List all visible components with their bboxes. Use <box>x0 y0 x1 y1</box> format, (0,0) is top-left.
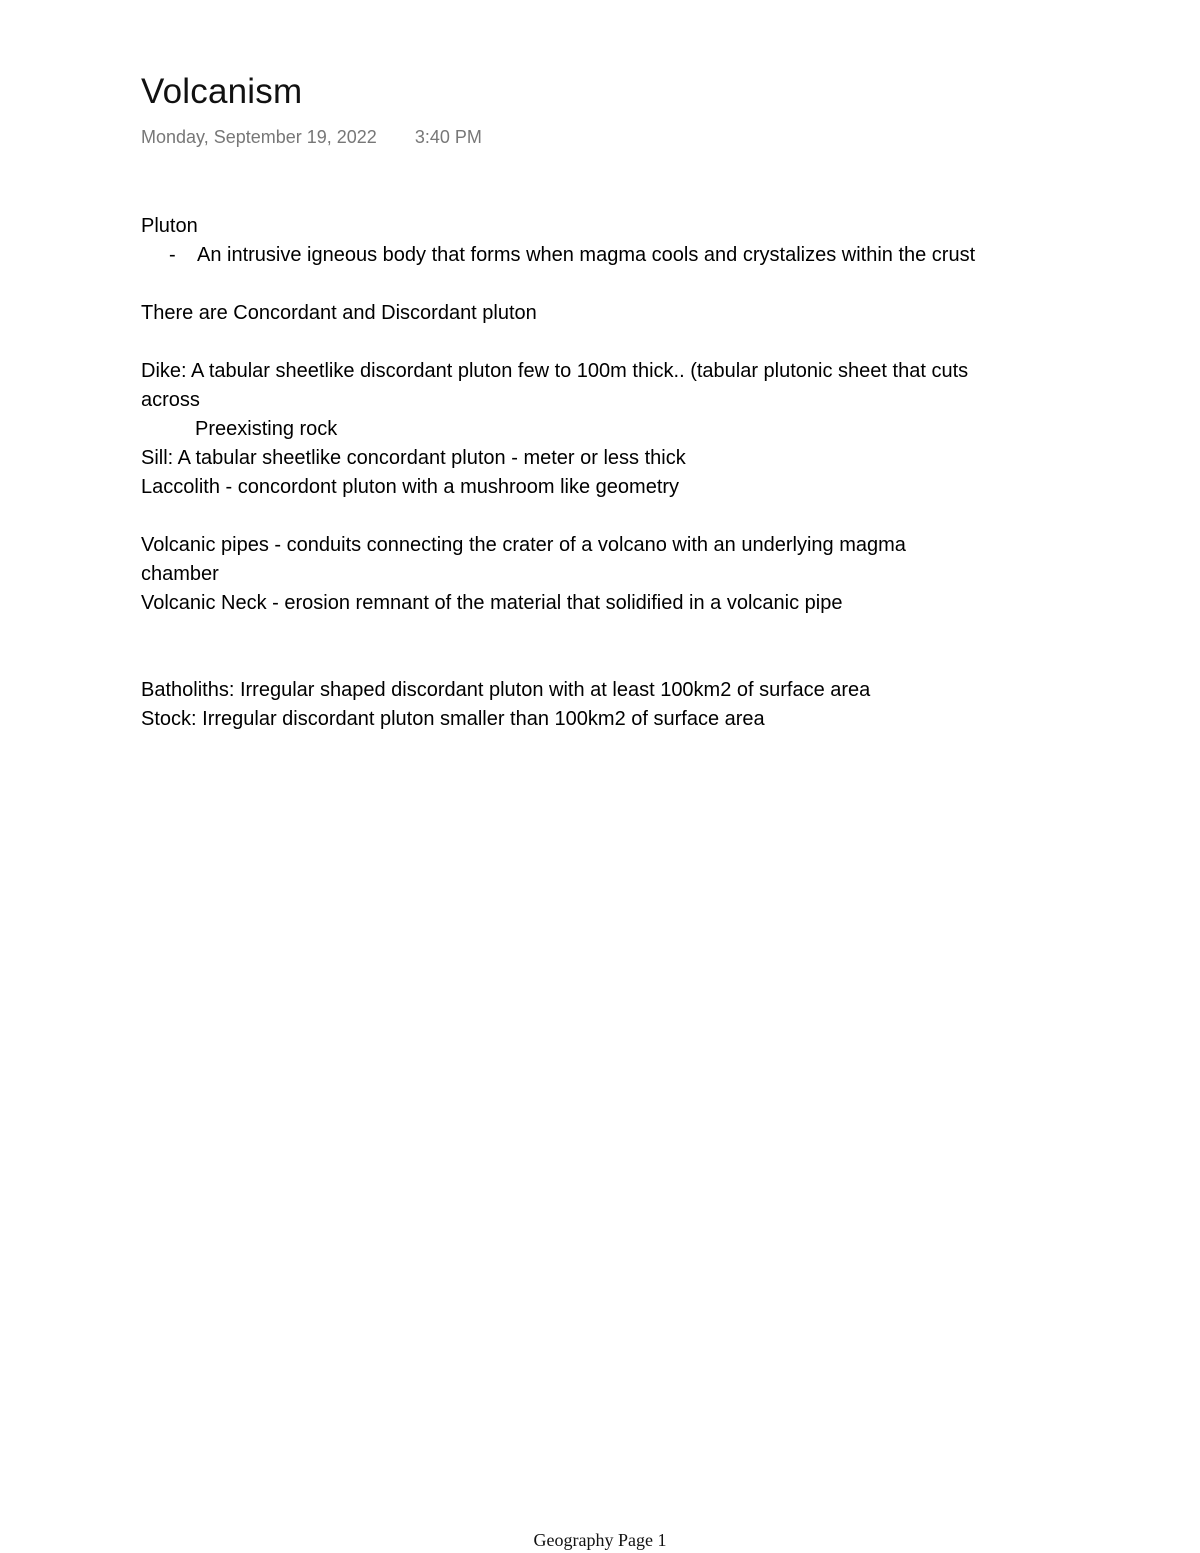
laccolith-line: Laccolith - concordont pluton with a mushroom like geometry <box>141 476 680 498</box>
volcanic-pipes-line: Volcanic pipes - conduits connecting the crater of a volcano with an underlying magma <box>141 534 906 556</box>
spacer <box>141 502 1071 531</box>
dike-line: Dike: A tabular sheetlike discordant pluton few to 100m thick.. (tabular plutonic sheet that cuts <box>141 360 969 382</box>
stock-line: Stock: Irregular discordant pluton smaller than 100km2 of surface area <box>141 708 765 730</box>
spacer <box>141 618 1071 676</box>
volcanic-pipes-line-continued: chamber <box>141 563 219 585</box>
pluton-bullet-item <box>141 241 1071 270</box>
dike-line-indented: Preexisting rock <box>195 418 338 440</box>
volcanic-neck-line: Volcanic Neck - erosion remnant of the material that solidified in a volcanic pipe <box>141 592 843 614</box>
spacer <box>141 328 1071 357</box>
pluton-heading: Pluton <box>141 215 198 237</box>
page-time: 3:40 PM <box>414 127 482 147</box>
batholiths-line: Batholiths: Irregular shaped discordant pluton with at least 100km2 of surface area <box>141 679 871 701</box>
pluton-definition: An intrusive igneous body that forms when magma cools and crystalizes within the crust <box>197 244 976 266</box>
bullet-dash: - <box>169 244 176 266</box>
page-meta <box>141 127 482 148</box>
page-date: Monday, September 19, 2022 <box>141 127 377 147</box>
dike-line-continued: across <box>141 389 200 411</box>
sill-line: Sill: A tabular sheetlike concordant pluton - meter or less thick <box>141 447 686 469</box>
page-footer: Geography Page 1 <box>533 1530 667 1550</box>
concordant-discordant-line: There are Concordant and Discordant pluton <box>141 302 537 324</box>
spacer <box>141 270 1071 299</box>
page-title: Volcanism <box>141 72 303 111</box>
note-body <box>141 212 1071 734</box>
